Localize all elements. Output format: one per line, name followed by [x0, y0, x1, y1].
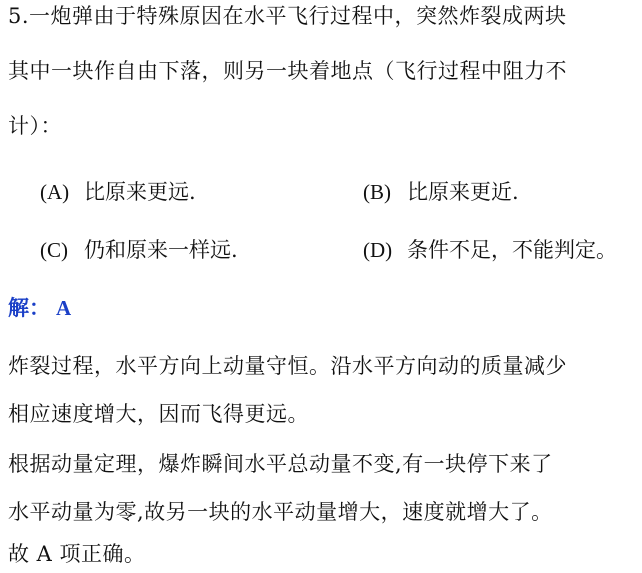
- option-d: [363, 236, 617, 264]
- option-b: [363, 178, 519, 206]
- explanation-line-4: 水平动量为零,故另一块的水平动量增大，速度就增大了。: [8, 500, 553, 524]
- explanation-line-5: 故 A 项正确。: [8, 542, 146, 566]
- option-c-tag: (C): [40, 238, 68, 262]
- question-line-2: 其中一块作自由下落，则另一块着地点（飞行过程中阻力不: [8, 59, 567, 83]
- answer-value: A: [56, 296, 72, 320]
- option-a-text: 比原来更远.: [84, 180, 196, 204]
- question-line-1: 5.一炮弹由于特殊原因在水平飞行过程中，突然炸裂成两块: [8, 4, 567, 28]
- answer-label: 解：: [8, 295, 50, 320]
- option-b-tag: (B): [363, 180, 391, 204]
- option-d-text: 条件不足，不能判定。: [407, 238, 617, 262]
- explanation-line-2: 相应速度增大，因而飞得更远。: [8, 402, 309, 426]
- option-b-text: 比原来更近.: [407, 180, 519, 204]
- option-c: [40, 236, 238, 264]
- option-a: [40, 178, 196, 206]
- explanation-line-1: 炸裂过程，水平方向上动量守恒。沿水平方向动的质量减少: [8, 354, 567, 378]
- answer-heading: [8, 294, 71, 322]
- option-a-tag: (A): [40, 180, 70, 204]
- option-d-tag: (D): [363, 238, 393, 262]
- explanation-line-3: 根据动量定理，爆炸瞬间水平总动量不变,有一块停下来了: [8, 452, 553, 476]
- question-line-3: 计）：: [8, 114, 62, 138]
- option-c-text: 仍和原来一样远.: [84, 238, 238, 262]
